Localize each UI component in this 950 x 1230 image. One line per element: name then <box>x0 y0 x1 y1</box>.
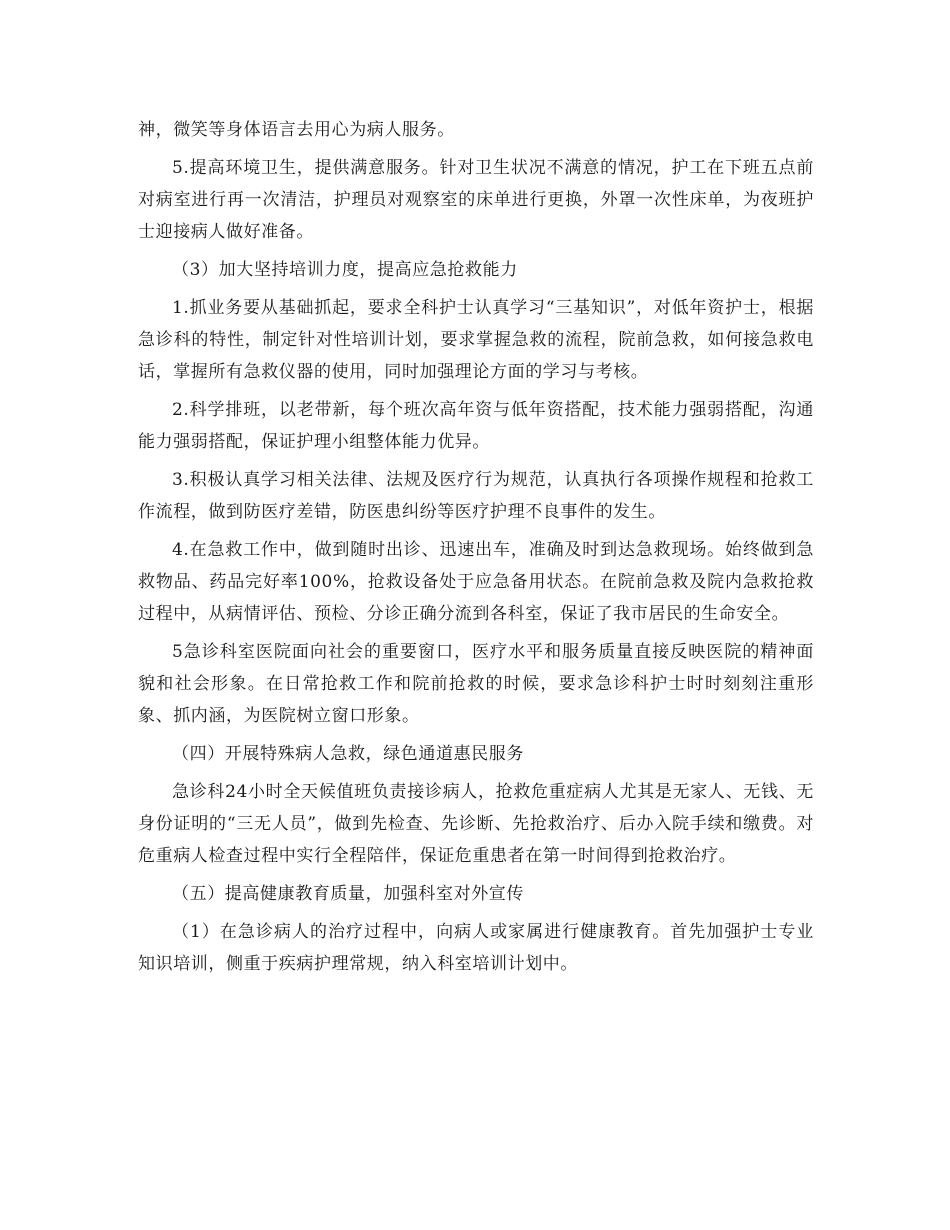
section-heading-5: （五）提高健康教育质量，加强科室对外宣传 <box>172 884 524 904</box>
section-heading-4: （四）开展特殊病人急救，绿色通道惠民服务 <box>172 744 524 764</box>
paragraph-10: 急诊科24小时全天候值班负责接诊病人，抢救危重症病人尤其是无家人、无钱、无身份证明的“三无人员”，做到先检查、先诊断、先抢救治疗、后办入院手续和缴费。对危重病人检查过程中实行全程陪伴，保证危重患者在第一时间得到抢救治疗。 <box>138 782 814 866</box>
paragraph-2: 5.提高环境卫生，提供满意服务。针对卫生状况不满意的情况，护工在下班五点前对病室进行再一次清洁，护理员对观察室的床单进行更换，外罩一次性床单，为夜班护士迎接病人做好准备。 <box>138 158 814 242</box>
paragraph-5: 2.科学排班，以老带新，每个班次高年资与低年资搭配，技术能力强弱搭配，沟通能力强弱搭配，保证护理小组整体能力优异。 <box>138 400 814 452</box>
paragraph-1: 神，微笑等身体语言去用心为病人服务。 <box>138 120 455 140</box>
paragraph-6: 3.积极认真学习相关法律、法规及医疗行为规范，认真执行各项操作规程和抢救工作流程，做到防医疗差错，防医患纠纷等医疗护理不良事件的发生。 <box>138 470 814 522</box>
paragraph-12: （1）在急诊病人的治疗过程中，向病人或家属进行健康教育。首先加强护士专业知识培训，侧重于疾病护理常规，纳入科室培训计划中。 <box>138 922 814 974</box>
document-body <box>138 114 814 986</box>
section-heading-3: （3）加大坚持培训力度，提高应急抢救能力 <box>172 260 518 280</box>
paragraph-4: 1.抓业务要从基础抓起，要求全科护士认真学习“三基知识”，对低年资护士，根据急诊科的特性，制定针对性培训计划，要求掌握急救的流程，院前急救，如何接急救电话，掌握所有急救仪器的使用，同时加强理论方面的学习与考核。 <box>138 298 814 382</box>
paragraph-7: 4.在急救工作中，做到随时出诊、迅速出车，准确及时到达急救现场。始终做到急救物品、药品完好率100%，抢救设备处于应急备用状态。在院前急救及院内急救抢救过程中，从病情评估、预检、分诊正确分流到各科室，保证了我市居民的生命安全。 <box>138 540 814 624</box>
paragraph-8: 5急诊科室医院面向社会的重要窗口，医疗水平和服务质量直接反映医院的精神面貌和社会形象。在日常抢救工作和院前抢救的时候，要求急诊科护士时时刻刻注重形象、抓内涵，为医院树立窗口形象。 <box>138 642 814 726</box>
